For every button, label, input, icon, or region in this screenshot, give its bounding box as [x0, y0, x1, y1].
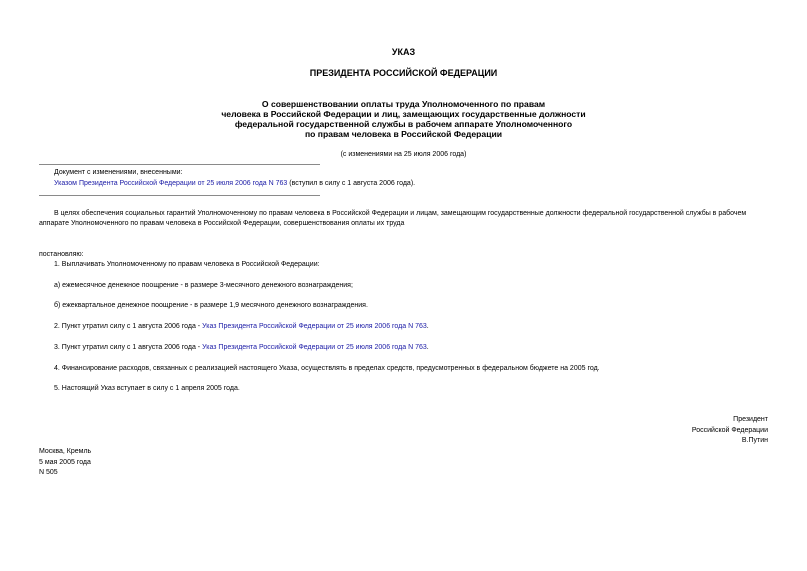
title-line: по правам человека в Российской Федерации	[304, 129, 503, 139]
preamble-line: В целях обеспечения социальных гарантий Уполномоченному по правам человека в Российской Федерации и лицам, замещающим государственные должности федеральной государственной службы в рабочем	[54, 210, 747, 217]
changes-note: (с изменениями на 25 июля 2006 года)	[340, 151, 467, 158]
paragraph-4: 4. Финансирование расходов, связанных с реализацией настоящего Указа, осуществлять в пределах средств, предусмотренных в федеральном бюджете на 2005 год.	[54, 365, 600, 372]
doc-type-heading: УКАЗ	[391, 47, 416, 57]
title-line: федеральной государственной службы в рабочем аппарате Уполномоченного	[234, 119, 573, 129]
changes-entry	[54, 179, 415, 189]
signature-country: Российской Федерации	[691, 426, 768, 434]
paragraph-2-link[interactable]: Указ Президента Российской Федерации от 25 июля 2006 года N 763	[202, 323, 427, 330]
paragraph-2	[54, 322, 429, 332]
amending-decree-link[interactable]: Указом Президента Российской Федерации от 25 июля 2006 года N 763	[54, 180, 288, 187]
paragraph-3	[54, 343, 429, 353]
paragraph-1b: б) ежеквартальное денежное поощрение - в размере 1,9 месячного денежного вознаграждения.	[54, 302, 368, 309]
paragraph-1: 1. Выплачивать Уполномоченному по правам человека в Российской Федерации:	[54, 261, 320, 268]
document-title	[0, 99, 807, 139]
title-line: человека в Российской Федерации и лиц, замещающих государственные должности	[221, 109, 586, 119]
top-divider	[39, 164, 320, 165]
signature-block	[692, 415, 768, 447]
changes-entry-suffix: (вступил в силу с 1 августа 2006 года).	[287, 180, 416, 187]
paragraph-1a: а) ежемесячное денежное поощрение - в размере 3-месячного денежного вознаграждения;	[54, 282, 353, 289]
paragraph-2-text: 2. Пункт утратил силу с 1 августа 2006 года -	[54, 323, 203, 330]
document-number: N 505	[39, 469, 58, 476]
decree-word: постановляю:	[39, 251, 84, 258]
preamble-line: аппарате Уполномоченного по правам человека в Российской Федерации, совершенствования оплаты их труда	[39, 220, 405, 227]
place: Москва, Кремль	[39, 448, 92, 455]
paragraph-5: 5. Настоящий Указ вступает в силу с 1 апреля 2005 года.	[54, 385, 240, 392]
date: 5 мая 2005 года	[39, 458, 91, 466]
paragraph-2-dot: .	[426, 323, 429, 330]
issuer-heading: ПРЕЗИДЕНТА РОССИЙСКОЙ ФЕДЕРАЦИИ	[309, 68, 498, 78]
changes-intro: Документ с изменениями, внесенными:	[54, 169, 183, 176]
paragraph-3-text: 3. Пункт утратил силу с 1 августа 2006 года -	[54, 344, 203, 351]
signature-name: В.Путин	[741, 437, 768, 444]
signature-position: Президент	[733, 416, 768, 423]
bottom-divider	[39, 195, 320, 196]
title-line: О совершенствовании оплаты труда Уполномоченного по правам	[261, 99, 546, 109]
paragraph-3-dot: .	[426, 344, 429, 351]
place-date-block	[39, 447, 91, 479]
paragraph-3-link[interactable]: Указ Президента Российской Федерации от 25 июля 2006 года N 763	[202, 344, 427, 351]
